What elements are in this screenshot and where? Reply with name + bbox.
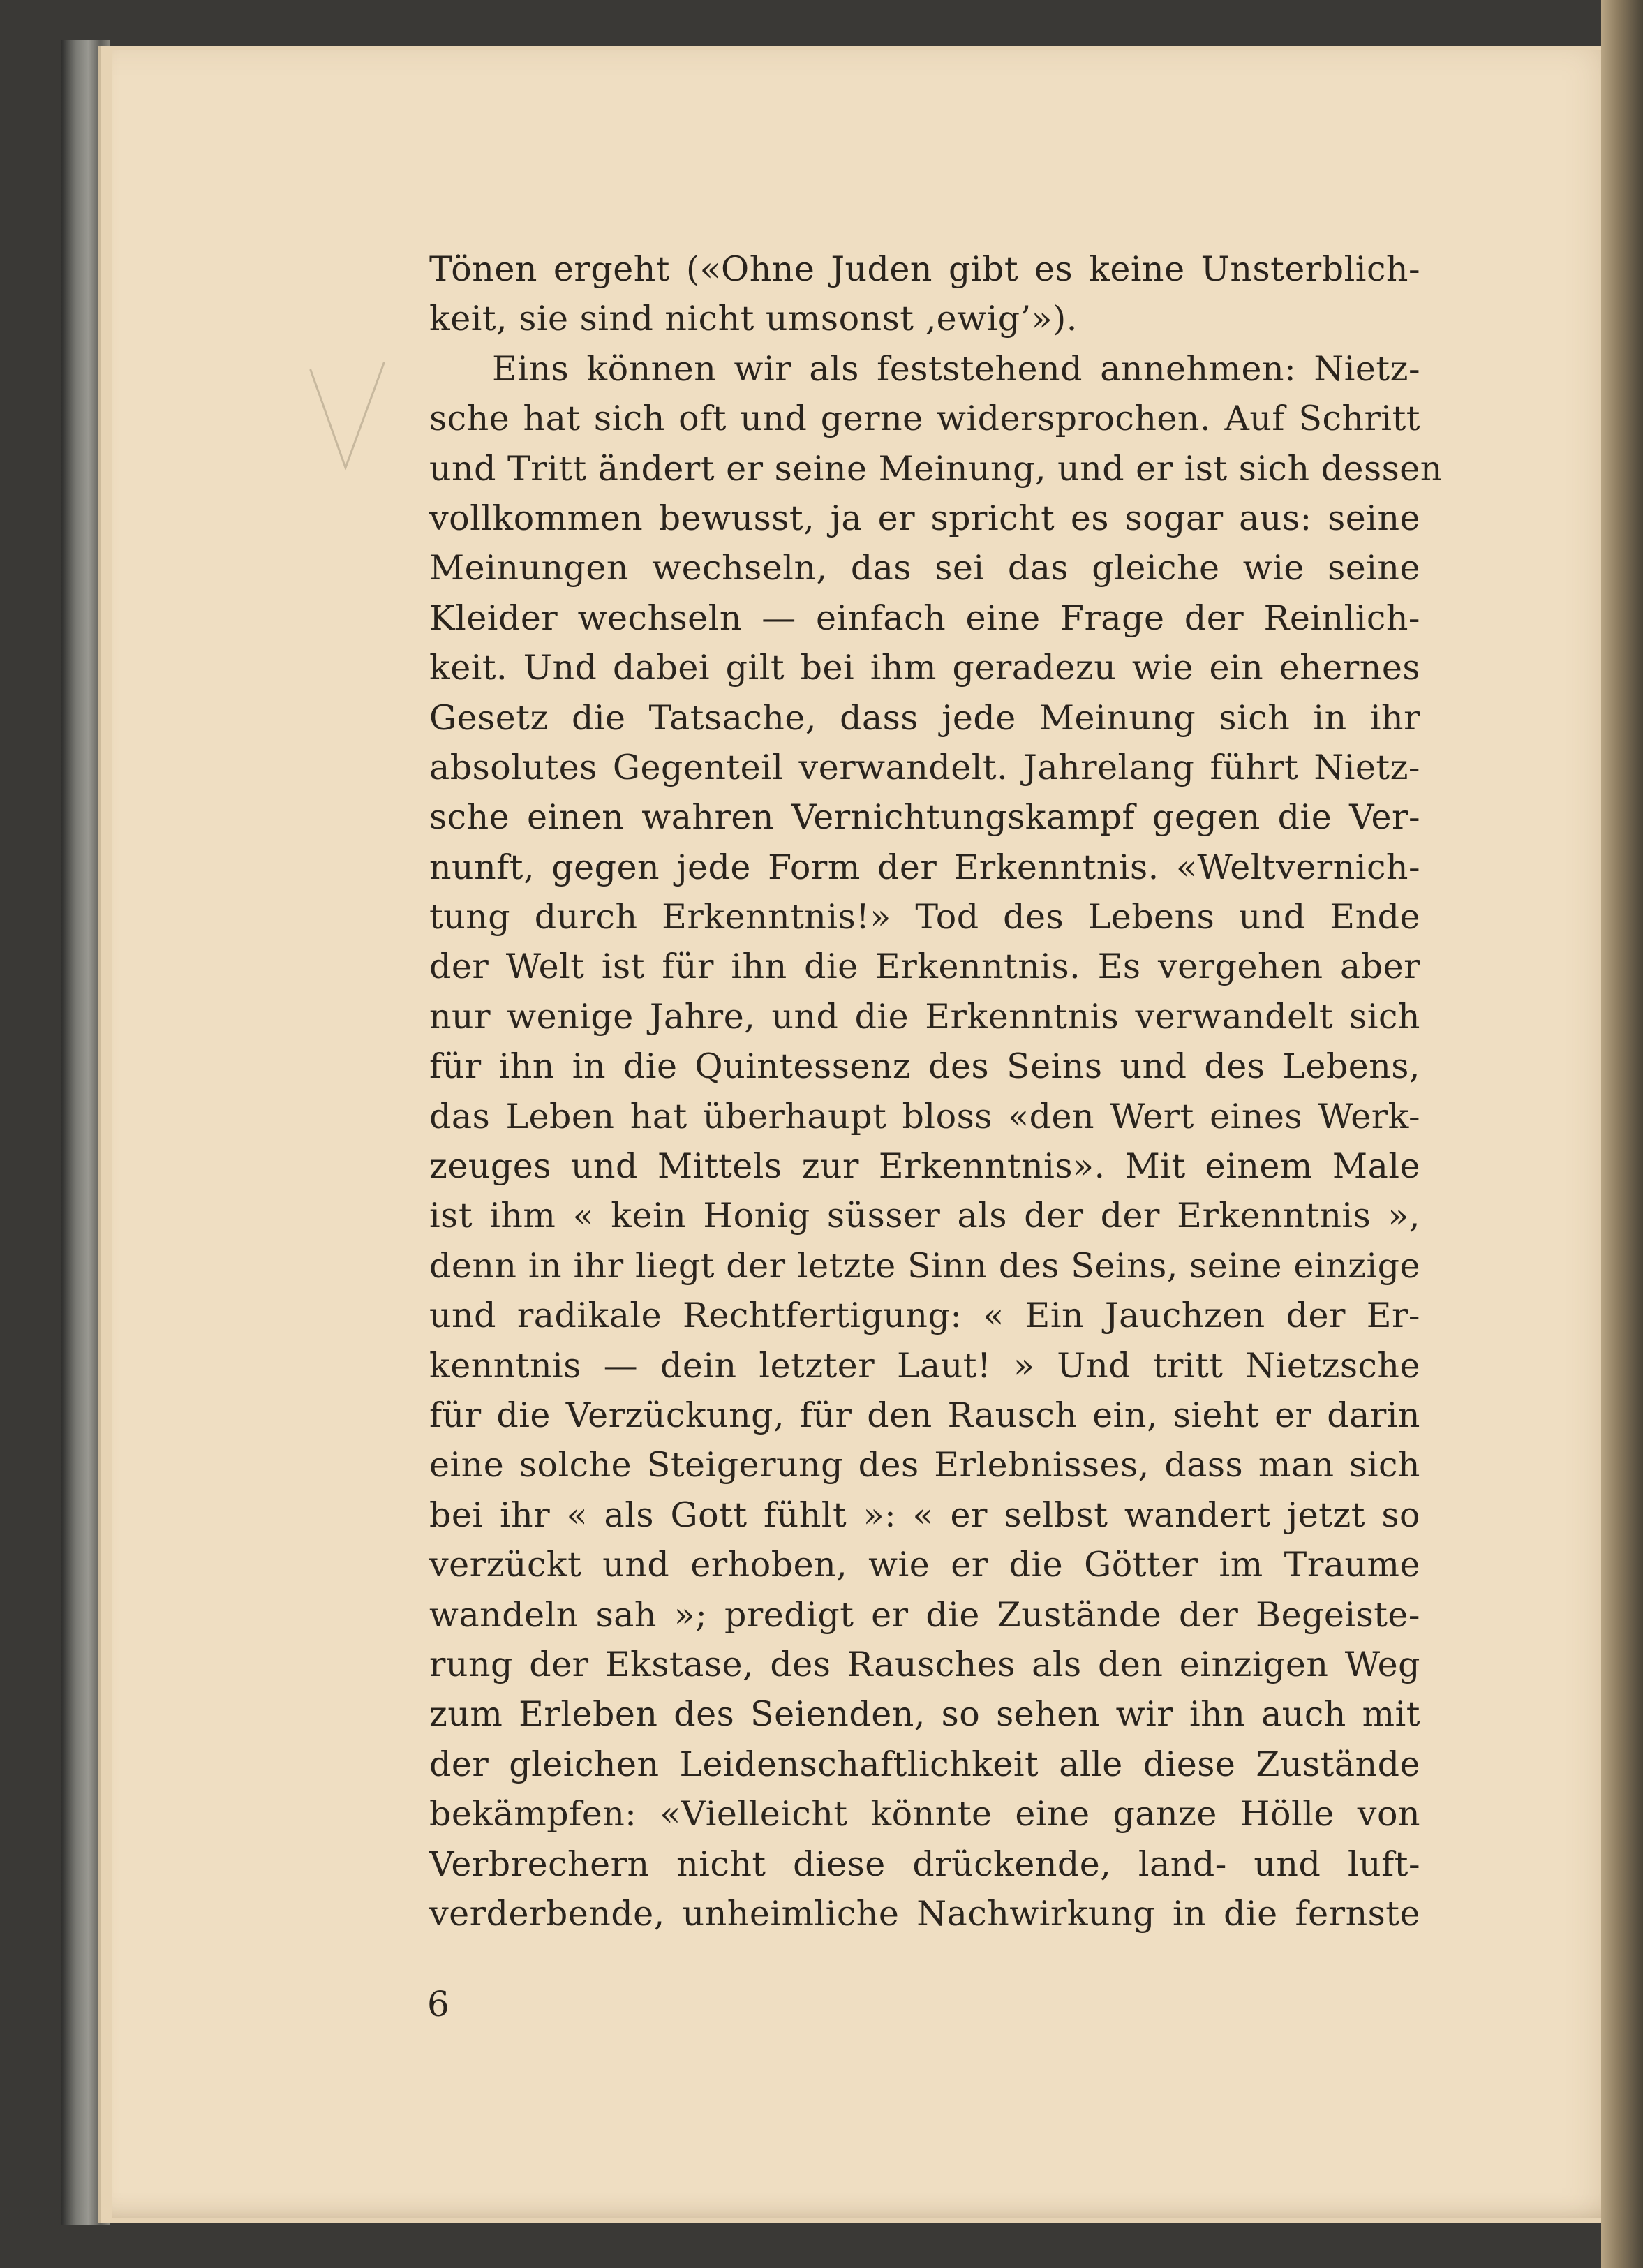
text-line: verderbende, unheimliche Nachwirkung in die fernste <box>429 1893 1420 1934</box>
text-line: und radikale Rechtfertigung: « Ein Jauchzen der Er- <box>429 1296 1420 1336</box>
text-line: Eins können wir als feststehend annehmen: Nietz- <box>492 348 1420 389</box>
text-line: zeuges und Mittels zur Erkenntnis». Mit einem Male <box>429 1146 1420 1187</box>
text-line: für ihn in die Quintessenz des Seins und des Lebens, <box>429 1046 1420 1087</box>
page-number: 6 <box>427 1984 449 2024</box>
text-line: der gleichen Leidenschaftlichkeit alle diese Zustände <box>429 1744 1420 1784</box>
text-line: keit. Und dabei gilt bei ihm geradezu wie ein ehernes <box>429 648 1420 688</box>
text-line: bei ihr « als Gott fühlt »: « er selbst wandert jetzt so <box>429 1495 1420 1535</box>
text-line: kenntnis — dein letzter Laut! » Und tritt Nietzsche <box>429 1345 1420 1386</box>
text-line: das Leben hat überhaupt bloss «den Wert eines Werk- <box>429 1096 1420 1136</box>
text-line: rung der Ekstase, des Rausches als den einzigen Weg <box>429 1644 1420 1684</box>
text-line: Kleider wechseln — einfach eine Frage der Reinlich- <box>429 598 1420 638</box>
text-line: nur wenige Jahre, und die Erkenntnis verwandelt sich <box>429 996 1420 1037</box>
text-line: verzückt und erhoben, wie er die Götter im Traume <box>429 1545 1420 1585</box>
page-gutter-shadow <box>1601 0 1643 2268</box>
text-line: eine solche Steigerung des Erlebnisses, dass man sich <box>429 1445 1420 1485</box>
text-line: tung durch Erkenntnis!» Tod des Lebens und Ende <box>429 897 1420 937</box>
text-line: absolutes Gegenteil verwandelt. Jahrelang führt Nietz- <box>429 747 1420 787</box>
text-line: keit, sie sind nicht umsonst ‚ewig’»). <box>429 299 1078 339</box>
body-text <box>429 244 1443 1939</box>
text-line: sche hat sich oft und gerne widersprochen. Auf Schritt <box>429 399 1420 439</box>
text-line: denn in ihr liegt der letzte Sinn des Seins, seine einzige <box>429 1245 1420 1286</box>
text-line: zum Erleben des Seienden, so sehen wir ihn auch mit <box>429 1694 1420 1735</box>
text-line: für die Verzückung, für den Rausch ein, sieht er darin <box>429 1395 1420 1435</box>
text-line: Verbrechern nicht diese drückende, land- und luft- <box>429 1844 1420 1884</box>
text-line: Gesetz die Tatsache, dass jede Meinung sich in ihr <box>429 697 1420 738</box>
text-line: Tönen ergeht («Ohne Juden gibt es keine Unsterblich- <box>429 249 1420 289</box>
text-line: und Tritt ändert er seine Meinung, und er ist sich dessen <box>429 448 1443 489</box>
text-line: bekämpfen: «Vielleicht könnte eine ganze Hölle von <box>429 1794 1420 1835</box>
text-line: sche einen wahren Vernichtungskampf gegen die Ver- <box>429 797 1420 838</box>
pencil-check-mark <box>307 356 391 475</box>
text-line: vollkommen bewusst, ja er spricht es sogar aus: seine <box>429 498 1420 538</box>
text-line: wandeln sah »; predigt er die Zustände der Begeiste- <box>429 1594 1420 1635</box>
text-line: nunft, gegen jede Form der Erkenntnis. «Weltvernich- <box>429 847 1420 887</box>
text-line: ist ihm « kein Honig süsser als der der Erkenntnis », <box>429 1196 1420 1236</box>
text-line: Meinungen wechseln, das sei das gleiche wie seine <box>429 548 1420 588</box>
text-line: der Welt ist für ihn die Erkenntnis. Es vergehen aber <box>429 947 1420 987</box>
